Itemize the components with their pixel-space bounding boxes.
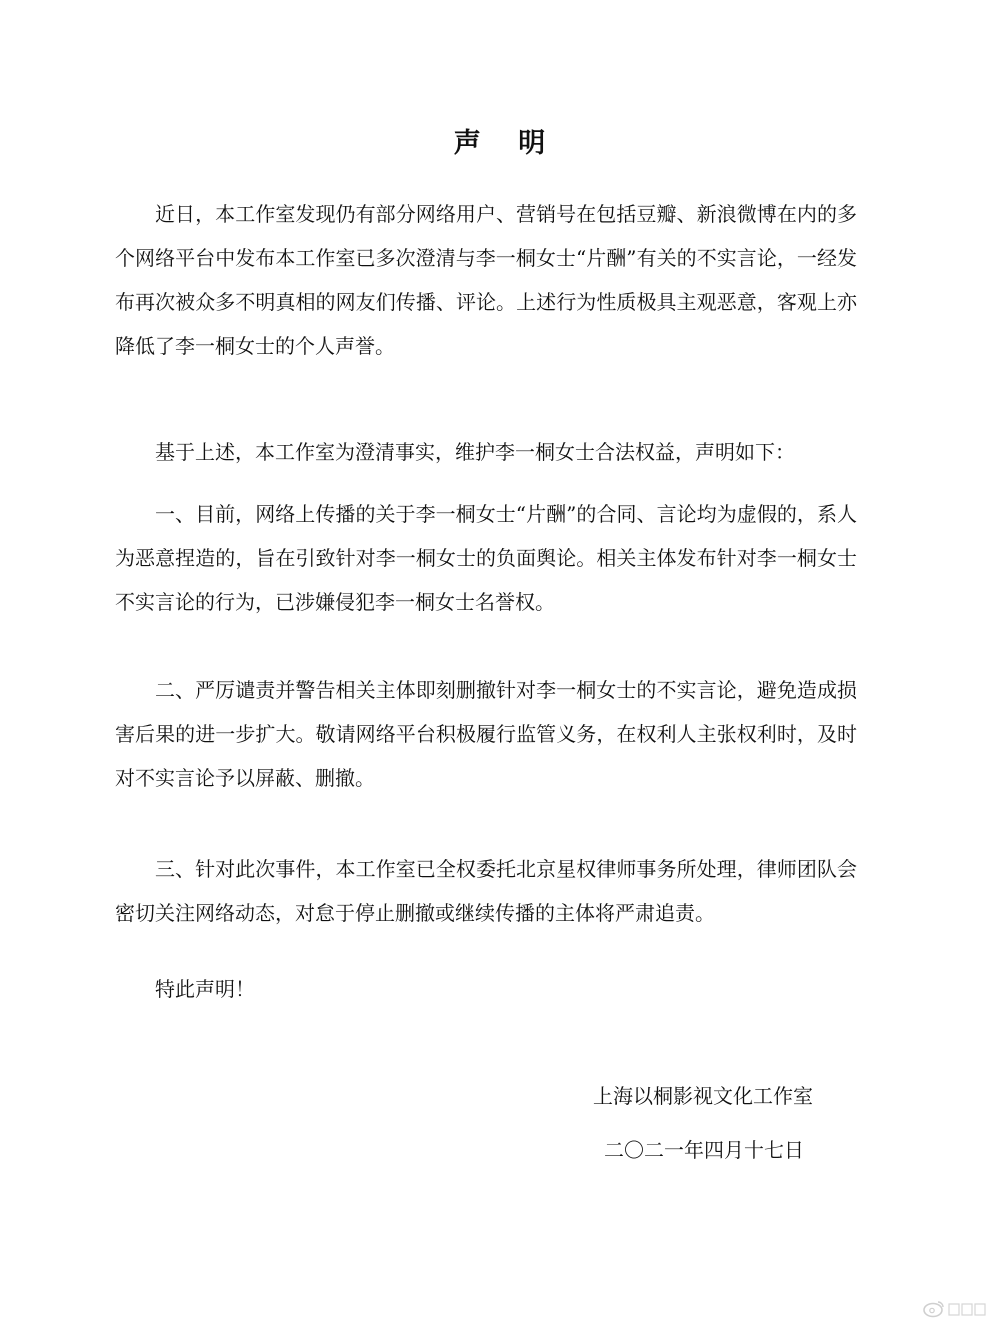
paragraph-closing: 特此声明！ bbox=[155, 977, 255, 1001]
signature-organization: 上海以桐影视文化工作室 bbox=[593, 1084, 813, 1108]
paragraph-point-two: 二、严厉谴责并警告相关主体即刻删撤针对李一桐女士的不实言论，避免造成损害后果的进一步扩大。敬请网络平台积极履行监管义务，在权利人主张权利时，及时对不实言论予以屏蔽、删撤。 bbox=[115, 678, 857, 790]
signature-date: 二〇二一年四月十七日 bbox=[604, 1138, 804, 1162]
paragraph-point-three: 三、针对此次事件，本工作室已全权委托北京星权律师事务所处理，律师团队会密切关注网络动态，对怠于停止删撤或继续传播的主体将严肃追责。 bbox=[115, 857, 857, 925]
paragraph-point-one: 一、目前，网络上传播的关于李一桐女士“片酬”的合同、言论均为虚假的，系人为恶意捏造的，旨在引致针对李一桐女士的负面舆论。相关主体发布针对李一桐女士不实言论的行为，已涉嫌侵犯李一桐女士名誉权。 bbox=[115, 502, 857, 614]
paragraph-basis: 基于上述，本工作室为澄清事实，维护李一桐女士合法权益，声明如下： bbox=[155, 440, 795, 464]
document-title: 声 明 bbox=[453, 128, 560, 159]
weibo-watermark-icon bbox=[922, 1298, 992, 1320]
paragraph-intro: 近日，本工作室发现仍有部分网络用户、营销号在包括豆瓣、新浪微博在内的多个网络平台中发布本工作室已多次澄清与李一桐女士“片酬”有关的不实言论，一经发布再次被众多不明真相的网友们传播、评论。上述行为性质极具主观恶意，客观上亦降低了李一桐女士的个人声誉。 bbox=[115, 202, 857, 358]
